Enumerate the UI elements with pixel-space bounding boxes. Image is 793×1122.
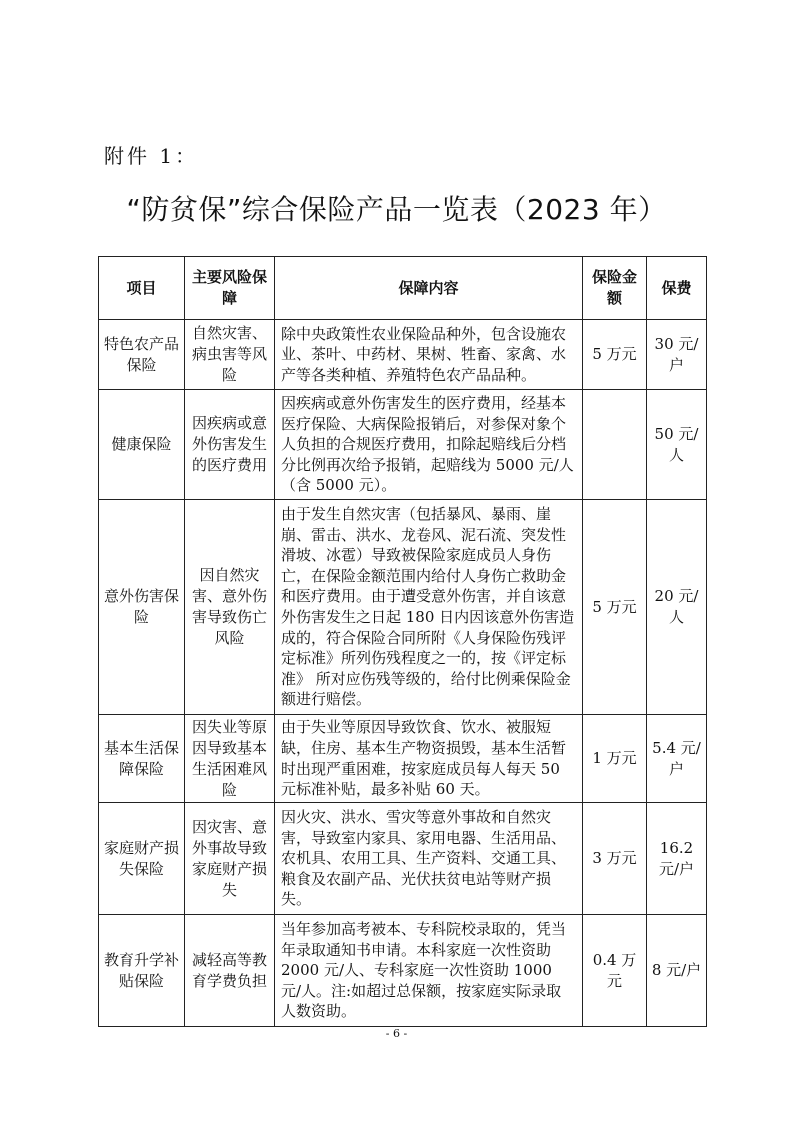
header-premium: 保费 (647, 257, 707, 320)
table-row (99, 320, 707, 390)
item-cell: 家庭财产损失保险 (99, 803, 185, 915)
premium-cell: 20 元/人 (647, 500, 707, 715)
content-cell: 由于发生自然灾害（包括暴风、暴雨、崖崩、雷击、洪水、龙卷风、泥石流、突发性滑坡、冰雹）导致被保险家庭成员人身伤亡，在保险金额范围内给付人身伤亡救助金和医疗费用。由于遭受意外伤害，并自该意外伤害发生之日起 180 日内因该意外伤害造成的，符合保险合同所附《人身保险伤残评定标准》所列伤残程度之一的，按《评定标准》 所对应伤残等级的，给付比例乘保险金额进行赔偿。 (275, 500, 583, 715)
document-title: “防贫保”综合保险产品一览表（2023 年） (126, 193, 667, 226)
premium-cell: 8 元/户 (647, 915, 707, 1027)
item-cell: 意外伤害保险 (99, 500, 185, 715)
risk-cell: 因失业等原因导致基本生活困难风险 (185, 715, 275, 803)
table-row (99, 915, 707, 1027)
amount-cell: 1 万元 (583, 715, 647, 803)
amount-cell: 0.4 万元 (583, 915, 647, 1027)
risk-cell: 因自然灾害、意外伤害导致伤亡风险 (185, 500, 275, 715)
premium-cell: 5.4 元/户 (647, 715, 707, 803)
risk-cell: 因灾害、意外事故导致家庭财产损失 (185, 803, 275, 915)
table-row (99, 715, 707, 803)
item-cell: 基本生活保障保险 (99, 715, 185, 803)
content-cell: 当年参加高考被本、专科院校录取的，凭当年录取通知书申请。本科家庭一次性资助 2000 元/人、专科家庭一次性资助 1000 元/人。注:如超过总保额，按家庭实际录取人数资助。 (275, 915, 583, 1027)
risk-cell: 减轻高等教育学费负担 (185, 915, 275, 1027)
header-content: 保障内容 (275, 257, 583, 320)
item-cell: 健康保险 (99, 390, 185, 500)
premium-cell: 16.2 元/户 (647, 803, 707, 915)
table-row (99, 803, 707, 915)
risk-cell: 因疾病或意外伤害发生的医疗费用 (185, 390, 275, 500)
amount-cell: 5 万元 (583, 320, 647, 390)
risk-cell: 自然灾害、病虫害等风险 (185, 320, 275, 390)
page-number: - 6 - (385, 1027, 408, 1040)
content-cell: 由于失业等原因导致饮食、饮水、被服短缺，住房、基本生产物资损毁，基本生活暂时出现严重困难，按家庭成员每人每天 50 元标准补贴，最多补贴 60 天。 (275, 715, 583, 803)
amount-cell: 3 万元 (583, 803, 647, 915)
header-item: 项目 (99, 257, 185, 320)
amount-cell: 5 万元 (583, 500, 647, 715)
table-row (99, 390, 707, 500)
item-cell: 教育升学补贴保险 (99, 915, 185, 1027)
premium-cell: 30 元/户 (647, 320, 707, 390)
content-cell: 因火灾、洪水、雪灾等意外事故和自然灾害，导致室内家具、家用电器、生活用品、农机具、农用工具、生产资料、交通工具、粮食及农副产品、光伏扶贫电站等财产损失。 (275, 803, 583, 915)
amount-cell (583, 390, 647, 500)
attachment-label: 附件 1： (104, 144, 199, 168)
header-amount: 保险金额 (583, 257, 647, 320)
insurance-product-table (98, 256, 707, 1027)
table-header-row (99, 257, 707, 320)
content-cell: 除中央政策性农业保险品种外，包含设施农业、茶叶、中药材、果树、牲畜、家禽、水产等各类种植、养殖特色农产品品种。 (275, 320, 583, 390)
table-row (99, 500, 707, 715)
content-cell: 因疾病或意外伤害发生的医疗费用，经基本医疗保险、大病保险报销后，对参保对象个人负担的合规医疗费用，扣除起赔线后分档分比例再次给予报销，起赔线为 5000 元/人（含 5000 元）。 (275, 390, 583, 500)
item-cell: 特色农产品保险 (99, 320, 185, 390)
header-risk: 主要风险保障 (185, 257, 275, 320)
premium-cell: 50 元/人 (647, 390, 707, 500)
